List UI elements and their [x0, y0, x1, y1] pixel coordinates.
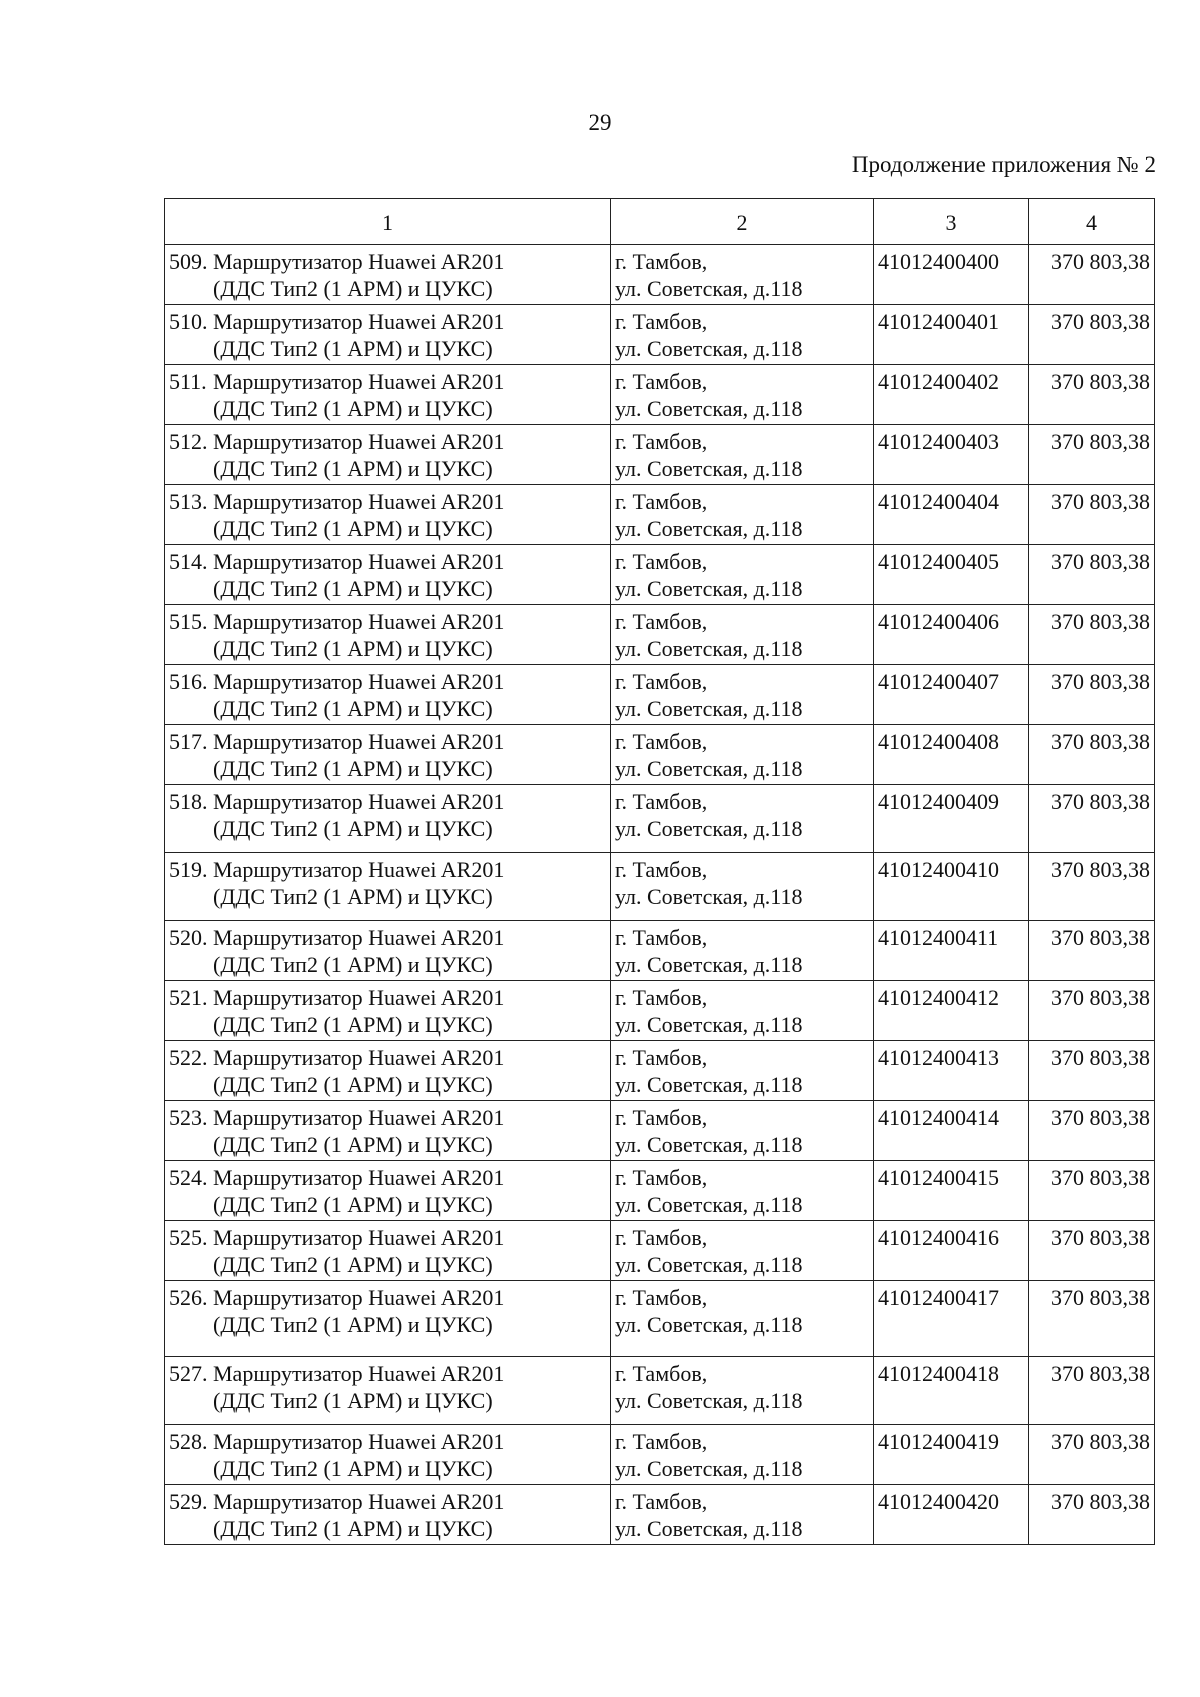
- price-value: 370 803,38: [1029, 1221, 1155, 1281]
- price-value: 370 803,38: [1029, 365, 1155, 425]
- address-street: ул. Советская, д.118: [615, 636, 803, 661]
- item-number: 528.: [169, 1429, 208, 1454]
- table-row: [165, 1101, 1155, 1161]
- price-value: 370 803,38: [1029, 545, 1155, 605]
- address-cell: [611, 853, 874, 921]
- price-value: 370 803,38: [1029, 981, 1155, 1041]
- item-name: Маршрутизатор Huawei AR201: [213, 669, 505, 694]
- address-city: г. Тамбов,: [615, 729, 708, 754]
- item-name-cell: [165, 921, 611, 981]
- table-row: [165, 1425, 1155, 1485]
- address-city: г. Тамбов,: [615, 1105, 708, 1130]
- inventory-number: 41012400415: [874, 1161, 1029, 1221]
- item-name: Маршрутизатор Huawei AR201: [213, 729, 505, 754]
- address-cell: [611, 1041, 874, 1101]
- inventory-number: 41012400419: [874, 1425, 1029, 1485]
- item-description: (ДДС Тип2 (1 АРМ) и ЦУКС): [213, 1192, 493, 1217]
- price-value: 370 803,38: [1029, 605, 1155, 665]
- item-name-cell: [165, 1485, 611, 1545]
- price-value: 370 803,38: [1029, 1425, 1155, 1485]
- inventory-number: 41012400420: [874, 1485, 1029, 1545]
- item-name: Маршрутизатор Huawei AR201: [213, 429, 505, 454]
- table-row: [165, 665, 1155, 725]
- item-name: Маршрутизатор Huawei AR201: [213, 1045, 505, 1070]
- item-name-cell: [165, 425, 611, 485]
- inventory-number: 41012400401: [874, 305, 1029, 365]
- address-street: ул. Советская, д.118: [615, 1132, 803, 1157]
- inventory-number: 41012400411: [874, 921, 1029, 981]
- address-city: г. Тамбов,: [615, 669, 708, 694]
- price-value: 370 803,38: [1029, 725, 1155, 785]
- item-name-cell: [165, 981, 611, 1041]
- address-city: г. Тамбов,: [615, 1225, 708, 1250]
- table-row: [165, 305, 1155, 365]
- price-value: 370 803,38: [1029, 1101, 1155, 1161]
- item-number: 509.: [169, 249, 208, 274]
- price-value: 370 803,38: [1029, 1041, 1155, 1101]
- table-header-row: [165, 199, 1155, 245]
- item-name-cell: [165, 1161, 611, 1221]
- address-cell: [611, 545, 874, 605]
- item-number: 517.: [169, 729, 208, 754]
- table-row: [165, 981, 1155, 1041]
- address-cell: [611, 245, 874, 305]
- inventory-number: 41012400408: [874, 725, 1029, 785]
- item-description: (ДДС Тип2 (1 АРМ) и ЦУКС): [213, 1012, 493, 1037]
- item-description: (ДДС Тип2 (1 АРМ) и ЦУКС): [213, 884, 493, 909]
- address-street: ул. Советская, д.118: [615, 884, 803, 909]
- item-description: (ДДС Тип2 (1 АРМ) и ЦУКС): [213, 336, 493, 361]
- address-cell: [611, 1425, 874, 1485]
- inventory-number: 41012400410: [874, 853, 1029, 921]
- address-cell: [611, 485, 874, 545]
- address-cell: [611, 1221, 874, 1281]
- address-street: ул. Советская, д.118: [615, 456, 803, 481]
- item-name-cell: [165, 853, 611, 921]
- price-value: 370 803,38: [1029, 245, 1155, 305]
- address-city: г. Тамбов,: [615, 489, 708, 514]
- table-row: [165, 365, 1155, 425]
- table-row: [165, 725, 1155, 785]
- inventory-number: 41012400414: [874, 1101, 1029, 1161]
- item-name: Маршрутизатор Huawei AR201: [213, 1361, 505, 1386]
- item-name: Маршрутизатор Huawei AR201: [213, 857, 505, 882]
- item-name-cell: [165, 725, 611, 785]
- item-description: (ДДС Тип2 (1 АРМ) и ЦУКС): [213, 276, 493, 301]
- price-value: 370 803,38: [1029, 921, 1155, 981]
- item-name-cell: [165, 1041, 611, 1101]
- table-row: [165, 785, 1155, 853]
- registry-table: [164, 198, 1155, 1545]
- address-cell: [611, 1485, 874, 1545]
- item-number: 519.: [169, 857, 208, 882]
- address-cell: [611, 305, 874, 365]
- address-city: г. Тамбов,: [615, 549, 708, 574]
- address-cell: [611, 725, 874, 785]
- column-header: 1: [165, 199, 611, 245]
- item-number: 529.: [169, 1489, 208, 1514]
- address-street: ул. Советская, д.118: [615, 696, 803, 721]
- item-number: 522.: [169, 1045, 208, 1070]
- item-description: (ДДС Тип2 (1 АРМ) и ЦУКС): [213, 456, 493, 481]
- item-name: Маршрутизатор Huawei AR201: [213, 369, 505, 394]
- item-number: 510.: [169, 309, 208, 334]
- item-number: 520.: [169, 925, 208, 950]
- address-cell: [611, 425, 874, 485]
- table-body: [165, 245, 1155, 1545]
- item-name: Маршрутизатор Huawei AR201: [213, 1285, 505, 1310]
- item-name-cell: [165, 665, 611, 725]
- inventory-number: 41012400400: [874, 245, 1029, 305]
- item-number: 514.: [169, 549, 208, 574]
- price-value: 370 803,38: [1029, 305, 1155, 365]
- address-street: ул. Советская, д.118: [615, 396, 803, 421]
- address-street: ул. Советская, д.118: [615, 1012, 803, 1037]
- inventory-number: 41012400416: [874, 1221, 1029, 1281]
- item-name: Маршрутизатор Huawei AR201: [213, 489, 505, 514]
- address-city: г. Тамбов,: [615, 609, 708, 634]
- table-row: [165, 605, 1155, 665]
- table-row: [165, 425, 1155, 485]
- inventory-number: 41012400413: [874, 1041, 1029, 1101]
- item-name-cell: [165, 1357, 611, 1425]
- address-street: ул. Советская, д.118: [615, 1192, 803, 1217]
- address-street: ул. Советская, д.118: [615, 1388, 803, 1413]
- item-name: Маршрутизатор Huawei AR201: [213, 1429, 505, 1454]
- price-value: 370 803,38: [1029, 425, 1155, 485]
- price-value: 370 803,38: [1029, 665, 1155, 725]
- price-value: 370 803,38: [1029, 853, 1155, 921]
- item-description: (ДДС Тип2 (1 АРМ) и ЦУКС): [213, 396, 493, 421]
- item-name: Маршрутизатор Huawei AR201: [213, 249, 505, 274]
- table-row: [165, 485, 1155, 545]
- table-row: [165, 1485, 1155, 1545]
- item-number: 524.: [169, 1165, 208, 1190]
- item-name-cell: [165, 365, 611, 425]
- inventory-number: 41012400405: [874, 545, 1029, 605]
- address-street: ул. Советская, д.118: [615, 576, 803, 601]
- price-value: 370 803,38: [1029, 1357, 1155, 1425]
- item-name: Маршрутизатор Huawei AR201: [213, 925, 505, 950]
- address-city: г. Тамбов,: [615, 985, 708, 1010]
- inventory-number: 41012400418: [874, 1357, 1029, 1425]
- table-row: [165, 245, 1155, 305]
- item-name-cell: [165, 245, 611, 305]
- item-name: Маршрутизатор Huawei AR201: [213, 549, 505, 574]
- address-street: ул. Советская, д.118: [615, 1072, 803, 1097]
- address-cell: [611, 1161, 874, 1221]
- address-city: г. Тамбов,: [615, 1045, 708, 1070]
- item-description: (ДДС Тип2 (1 АРМ) и ЦУКС): [213, 1132, 493, 1157]
- item-name-cell: [165, 605, 611, 665]
- item-name: Маршрутизатор Huawei AR201: [213, 1165, 505, 1190]
- address-cell: [611, 1281, 874, 1357]
- inventory-number: 41012400403: [874, 425, 1029, 485]
- item-description: (ДДС Тип2 (1 АРМ) и ЦУКС): [213, 1252, 493, 1277]
- item-number: 527.: [169, 1361, 208, 1386]
- address-city: г. Тамбов,: [615, 1361, 708, 1386]
- address-street: ул. Советская, д.118: [615, 276, 803, 301]
- item-number: 516.: [169, 669, 208, 694]
- address-city: г. Тамбов,: [615, 309, 708, 334]
- address-city: г. Тамбов,: [615, 1285, 708, 1310]
- column-header: 3: [874, 199, 1029, 245]
- item-name-cell: [165, 1221, 611, 1281]
- column-header: 2: [611, 199, 874, 245]
- item-description: (ДДС Тип2 (1 АРМ) и ЦУКС): [213, 756, 493, 781]
- address-city: г. Тамбов,: [615, 789, 708, 814]
- inventory-number: 41012400409: [874, 785, 1029, 853]
- address-street: ул. Советская, д.118: [615, 1252, 803, 1277]
- item-name: Маршрутизатор Huawei AR201: [213, 985, 505, 1010]
- table-row: [165, 1281, 1155, 1357]
- inventory-number: 41012400417: [874, 1281, 1029, 1357]
- address-cell: [611, 365, 874, 425]
- address-city: г. Тамбов,: [615, 857, 708, 882]
- price-value: 370 803,38: [1029, 485, 1155, 545]
- item-name-cell: [165, 785, 611, 853]
- address-cell: [611, 921, 874, 981]
- item-number: 512.: [169, 429, 208, 454]
- table-row: [165, 853, 1155, 921]
- address-street: ул. Советская, д.118: [615, 1516, 803, 1541]
- table-row: [165, 1041, 1155, 1101]
- inventory-number: 41012400407: [874, 665, 1029, 725]
- item-name-cell: [165, 485, 611, 545]
- item-description: (ДДС Тип2 (1 АРМ) и ЦУКС): [213, 1312, 493, 1337]
- table-row: [165, 1221, 1155, 1281]
- item-description: (ДДС Тип2 (1 АРМ) и ЦУКС): [213, 696, 493, 721]
- item-description: (ДДС Тип2 (1 АРМ) и ЦУКС): [213, 1072, 493, 1097]
- item-description: (ДДС Тип2 (1 АРМ) и ЦУКС): [213, 816, 493, 841]
- address-city: г. Тамбов,: [615, 1165, 708, 1190]
- inventory-number: 41012400412: [874, 981, 1029, 1041]
- price-value: 370 803,38: [1029, 1485, 1155, 1545]
- address-street: ул. Советская, д.118: [615, 816, 803, 841]
- address-city: г. Тамбов,: [615, 1489, 708, 1514]
- address-street: ул. Советская, д.118: [615, 516, 803, 541]
- address-cell: [611, 1357, 874, 1425]
- item-number: 526.: [169, 1285, 208, 1310]
- item-number: 521.: [169, 985, 208, 1010]
- address-street: ул. Советская, д.118: [615, 1456, 803, 1481]
- item-description: (ДДС Тип2 (1 АРМ) и ЦУКС): [213, 1516, 493, 1541]
- item-description: (ДДС Тип2 (1 АРМ) и ЦУКС): [213, 576, 493, 601]
- address-cell: [611, 981, 874, 1041]
- item-number: 518.: [169, 789, 208, 814]
- item-description: (ДДС Тип2 (1 АРМ) и ЦУКС): [213, 1388, 493, 1413]
- page-number: 29: [588, 110, 612, 135]
- item-description: (ДДС Тип2 (1 АРМ) и ЦУКС): [213, 952, 493, 977]
- table-row: [165, 1357, 1155, 1425]
- address-city: г. Тамбов,: [615, 369, 708, 394]
- column-header: 4: [1029, 199, 1155, 245]
- table-row: [165, 921, 1155, 981]
- address-cell: [611, 785, 874, 853]
- price-value: 370 803,38: [1029, 1281, 1155, 1357]
- address-city: г. Тамбов,: [615, 429, 708, 454]
- address-cell: [611, 1101, 874, 1161]
- appendix-continuation-title: Продолжение приложения № 2: [851, 152, 1156, 177]
- inventory-number: 41012400402: [874, 365, 1029, 425]
- inventory-number: 41012400406: [874, 605, 1029, 665]
- address-street: ул. Советская, д.118: [615, 756, 803, 781]
- address-cell: [611, 605, 874, 665]
- table-row: [165, 545, 1155, 605]
- price-value: 370 803,38: [1029, 785, 1155, 853]
- item-name-cell: [165, 1425, 611, 1485]
- address-city: г. Тамбов,: [615, 1429, 708, 1454]
- item-name: Маршрутизатор Huawei AR201: [213, 1105, 505, 1130]
- item-number: 515.: [169, 609, 208, 634]
- item-name-cell: [165, 305, 611, 365]
- address-city: г. Тамбов,: [615, 249, 708, 274]
- inventory-number: 41012400404: [874, 485, 1029, 545]
- item-name: Маршрутизатор Huawei AR201: [213, 789, 505, 814]
- address-street: ул. Советская, д.118: [615, 336, 803, 361]
- item-name-cell: [165, 545, 611, 605]
- address-cell: [611, 665, 874, 725]
- item-description: (ДДС Тип2 (1 АРМ) и ЦУКС): [213, 516, 493, 541]
- item-description: (ДДС Тип2 (1 АРМ) и ЦУКС): [213, 636, 493, 661]
- item-number: 511.: [169, 369, 207, 394]
- item-number: 513.: [169, 489, 208, 514]
- item-name: Маршрутизатор Huawei AR201: [213, 1225, 505, 1250]
- address-street: ул. Советская, д.118: [615, 1312, 803, 1337]
- item-name-cell: [165, 1281, 611, 1357]
- price-value: 370 803,38: [1029, 1161, 1155, 1221]
- address-city: г. Тамбов,: [615, 925, 708, 950]
- item-name: Маршрутизатор Huawei AR201: [213, 309, 505, 334]
- address-street: ул. Советская, д.118: [615, 952, 803, 977]
- item-number: 523.: [169, 1105, 208, 1130]
- item-name: Маршрутизатор Huawei AR201: [213, 609, 505, 634]
- item-name-cell: [165, 1101, 611, 1161]
- table-row: [165, 1161, 1155, 1221]
- item-number: 525.: [169, 1225, 208, 1250]
- item-description: (ДДС Тип2 (1 АРМ) и ЦУКС): [213, 1456, 493, 1481]
- item-name: Маршрутизатор Huawei AR201: [213, 1489, 505, 1514]
